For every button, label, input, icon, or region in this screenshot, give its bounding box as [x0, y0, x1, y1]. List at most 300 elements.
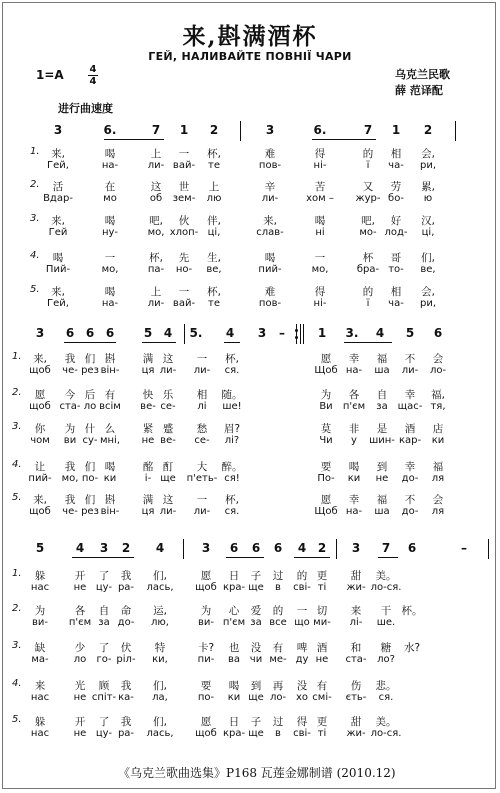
- lyric-uk: ви: [63, 435, 77, 446]
- lyric-zh: 酊: [162, 461, 174, 473]
- lyric-uk: на-: [345, 506, 363, 517]
- lyric-zh: 紧: [142, 423, 154, 435]
- lyric-zh: 店: [432, 423, 444, 435]
- note: 2: [121, 541, 131, 555]
- lyric-uk: ве-: [160, 435, 176, 446]
- lyric-uk: ся.: [224, 506, 240, 517]
- lyric-zh: 杯,: [149, 252, 163, 264]
- lyric-zh: 幸: [348, 494, 360, 506]
- lyric-zh: 一: [314, 252, 326, 264]
- lyric-zh: 要: [320, 461, 332, 473]
- lyric-zh: 喝: [104, 286, 116, 298]
- lyric-zh: 蹙: [162, 423, 174, 435]
- lyric-uk: на-: [101, 160, 119, 171]
- lyric-zh: 喝: [104, 461, 116, 473]
- lyric-uk: Пий-: [45, 264, 71, 275]
- lyric-zh: 们,: [153, 716, 167, 728]
- lyric-uk: ри,: [419, 160, 437, 171]
- lyric-uk: ве,: [420, 264, 436, 275]
- lyric-uk: бра-: [356, 264, 380, 275]
- lyric-zh: 光: [74, 680, 86, 692]
- lyric-uk: ні: [315, 227, 325, 238]
- lyric-uk: лі: [197, 401, 207, 412]
- note: 4: [75, 541, 85, 555]
- lyric-zh: 愿: [200, 570, 212, 582]
- lyric-zh: 你: [34, 423, 46, 435]
- barline: [336, 539, 337, 559]
- lyric-zh: 会: [432, 494, 444, 506]
- lyric-uk: ли-: [159, 506, 177, 517]
- lyric-zh: 来,: [33, 494, 47, 506]
- lyric-uk: кра-: [222, 728, 246, 739]
- lyric-zh: 杯,: [225, 494, 239, 506]
- meter-bottom: 4: [89, 76, 97, 87]
- lyric-uk: ло: [83, 401, 97, 412]
- barline: [488, 539, 489, 559]
- lyric-zh: 甜: [350, 716, 362, 728]
- lyric-uk: ло-ся.: [370, 728, 402, 739]
- lyric-uk: лась,: [146, 728, 174, 739]
- lyric-zh: 爱: [250, 605, 262, 617]
- lyric-zh: 吧,: [149, 215, 163, 227]
- lyric-zh: 不: [404, 353, 416, 365]
- lyric-uk: за: [376, 401, 388, 412]
- lyric-uk: щоб: [29, 365, 51, 376]
- lyric-zh: 为: [200, 605, 212, 617]
- lyric-zh: 难: [264, 286, 276, 298]
- lyric-uk: ще: [248, 692, 264, 703]
- lyric-uk: ні-: [313, 298, 327, 309]
- beam: [378, 557, 398, 558]
- lyric-uk: ме-: [269, 654, 287, 665]
- lyric-uk: ра-: [117, 728, 135, 739]
- lyric-uk: ста-: [345, 654, 367, 665]
- note: 3: [99, 541, 109, 555]
- note: 3: [351, 541, 361, 555]
- lyric-uk: ця: [141, 365, 155, 376]
- lyric-uk: ду: [295, 654, 309, 665]
- lyric-uk: ці,: [421, 227, 435, 238]
- lyric-uk: Вдар-: [43, 193, 73, 204]
- lyric-uk: ве,: [206, 264, 222, 275]
- lyric-uk: ли-: [401, 365, 419, 376]
- lyric-zh: 难: [264, 148, 276, 160]
- barline: [240, 121, 241, 141]
- lyric-zh: 来: [34, 680, 46, 692]
- lyric-zh: 的: [272, 605, 284, 617]
- beam: [294, 557, 330, 558]
- lyric-uk: лі?: [224, 435, 240, 446]
- lyric-uk: лась,: [146, 582, 174, 593]
- lyric-zh: 躲: [34, 570, 46, 582]
- lyric-uk: жи-: [346, 582, 366, 593]
- lyric-zh: 伴,: [207, 215, 221, 227]
- lyric-zh: 会,: [421, 148, 435, 160]
- repeat-barline: [303, 324, 304, 344]
- lyric-zh: 愿: [34, 389, 46, 401]
- lyric-uk: ше.: [376, 617, 396, 628]
- lyric-zh: 糖: [380, 642, 392, 654]
- lyric-zh: 我: [64, 353, 76, 365]
- lyric-zh: 更: [316, 570, 328, 582]
- lyric-zh: 开: [74, 716, 86, 728]
- lyric-uk: до-: [401, 473, 419, 484]
- note: 6: [407, 541, 417, 555]
- note: 1: [317, 326, 327, 340]
- lyric-uk: ці,: [207, 227, 221, 238]
- lyric-zh: 得: [314, 286, 326, 298]
- lyric-zh: 一: [178, 286, 190, 298]
- lyric-zh: 美。: [375, 570, 397, 582]
- lyric-uk: не: [73, 582, 87, 593]
- lyric-zh: 随。: [221, 389, 243, 401]
- lyric-uk: жур-: [355, 193, 381, 204]
- lyric-zh: 也: [228, 642, 240, 654]
- note: 3: [265, 123, 275, 137]
- lyric-zh: 吧,: [361, 215, 375, 227]
- lyric-zh: 来,: [51, 215, 65, 227]
- lyric-uk: го-: [96, 654, 112, 665]
- lyric-uk: в: [275, 728, 281, 739]
- verse-number: 1.: [12, 568, 22, 579]
- note: 1: [179, 123, 189, 137]
- lyric-zh: 一: [178, 148, 190, 160]
- note: 3: [257, 326, 267, 340]
- lyric-uk: ми-: [313, 617, 331, 628]
- source-footer: 《乌克兰歌曲选集》P168 瓦莲金娜制谱 (2010.12): [118, 766, 396, 780]
- lyric-zh: 杯,: [207, 148, 221, 160]
- lyric-zh: 切: [316, 605, 328, 617]
- lyric-zh: 乐: [162, 389, 174, 401]
- lyric-zh: 福: [432, 461, 444, 473]
- lyric-uk: все: [269, 617, 287, 628]
- lyric-uk: п'еть-: [186, 473, 218, 484]
- lyric-zh: 生,: [207, 252, 221, 264]
- lyric-uk: ка-: [118, 692, 134, 703]
- lyric-uk: слав-: [256, 227, 284, 238]
- lyric-zh: 要: [200, 680, 212, 692]
- lyric-zh: 顾: [98, 680, 110, 692]
- lyric-zh: 各: [348, 389, 360, 401]
- lyric-uk: лю,: [151, 617, 169, 628]
- lyric-uk: ли-: [159, 365, 177, 376]
- lyric-uk: лі-: [349, 617, 363, 628]
- lyric-uk: ся.: [224, 365, 240, 376]
- lyric-zh: 累,: [421, 181, 435, 193]
- lyric-uk: Гей: [48, 227, 68, 238]
- lyric-zh: 喝: [348, 461, 360, 473]
- lyric-uk: ні-: [313, 160, 327, 171]
- lyric-uk: ки,: [152, 654, 168, 665]
- note: 5: [405, 326, 415, 340]
- lyric-zh: 幸: [404, 461, 416, 473]
- verse-number: 3.: [30, 213, 40, 224]
- lyric-zh: 再: [272, 680, 284, 692]
- lyric-zh: 的: [296, 570, 308, 582]
- lyric-zh: 醉。: [221, 461, 243, 473]
- lyric-uk: по-: [81, 473, 99, 484]
- lyric-uk: рез: [81, 506, 99, 517]
- lyric-uk: в: [275, 582, 281, 593]
- lyric-zh: 啤: [296, 642, 308, 654]
- lyric-zh: 的: [362, 286, 374, 298]
- lyric-uk: і-: [144, 473, 152, 484]
- meter-top: 4: [89, 64, 97, 75]
- lyric-zh: 特: [154, 642, 166, 654]
- note: 7: [363, 123, 373, 137]
- lyric-zh: 会: [432, 353, 444, 365]
- lyric-uk: ля: [431, 473, 445, 484]
- lyric-uk: ве-: [140, 401, 156, 412]
- lyric-uk: вай-: [172, 160, 196, 171]
- lyric-zh: 喝: [228, 680, 240, 692]
- lyric-uk: за: [250, 617, 262, 628]
- lyric-uk: ло?: [377, 654, 395, 665]
- lyric-zh: 喝: [104, 148, 116, 160]
- verse-number: 3.: [12, 421, 22, 432]
- lyric-uk: він-: [100, 506, 120, 517]
- note: 6: [251, 541, 261, 555]
- lyric-zh: 相: [390, 148, 402, 160]
- lyric-zh: 得: [314, 148, 326, 160]
- lyric-zh: 子: [250, 570, 262, 582]
- lyric-uk: че-: [62, 365, 78, 376]
- lyric-zh: 有: [272, 642, 284, 654]
- lyric-uk: ли-: [147, 298, 165, 309]
- lyric-uk: ма-: [31, 654, 49, 665]
- lyric-zh: 后: [84, 389, 96, 401]
- lyric-zh: 有: [316, 680, 328, 692]
- lyric-uk: то-: [388, 264, 404, 275]
- lyric-uk: щас-: [397, 401, 423, 412]
- beam: [72, 557, 134, 558]
- lyric-zh: 过: [272, 570, 284, 582]
- lyric-uk: Щоб: [314, 365, 338, 376]
- lyric-uk: ну-: [101, 227, 119, 238]
- lyric-uk: мо-: [359, 227, 377, 238]
- lyric-uk: но-: [175, 264, 193, 275]
- lyric-zh: 好: [390, 215, 402, 227]
- lyric-uk: ли-: [147, 160, 165, 171]
- lyric-zh: 会,: [421, 286, 435, 298]
- lyric-uk: ще: [160, 473, 176, 484]
- lyric-zh: 相: [390, 286, 402, 298]
- lyric-zh: 开: [74, 570, 86, 582]
- lyric-zh: 日: [228, 570, 240, 582]
- lyric-uk: щоб: [195, 582, 217, 593]
- lyric-zh: 美。: [375, 716, 397, 728]
- lyric-zh: 躲: [34, 716, 46, 728]
- lyric-uk: ша: [374, 506, 390, 517]
- note: 6: [229, 541, 239, 555]
- repeat-dot: [295, 336, 298, 339]
- lyric-zh: 了: [98, 716, 110, 728]
- lyric-uk: не: [73, 728, 87, 739]
- note: 2: [423, 123, 433, 137]
- lyric-uk: ки: [431, 435, 445, 446]
- lyric-zh: 这: [162, 494, 174, 506]
- verse-number: 4.: [12, 678, 22, 689]
- beam: [224, 342, 240, 343]
- note: 1: [391, 123, 401, 137]
- lyric-uk: пи-: [197, 654, 215, 665]
- lyric-zh: 酩: [142, 461, 154, 473]
- lyric-uk: чом: [30, 435, 50, 446]
- lyric-zh: 喝: [104, 215, 116, 227]
- lyric-zh: 和: [350, 642, 362, 654]
- note: 5.: [189, 326, 203, 340]
- lyric-zh: 喝: [52, 252, 64, 264]
- lyric-uk: п'єм: [68, 617, 92, 628]
- page-border: [2, 2, 496, 789]
- beam: [64, 342, 116, 343]
- note: 3: [201, 541, 211, 555]
- lyric-uk: ю: [423, 193, 433, 204]
- lyric-uk: лю: [206, 193, 222, 204]
- lyric-uk: ви-: [197, 617, 215, 628]
- lyric-uk: ся.: [378, 692, 394, 703]
- lyric-uk: цу-: [95, 728, 113, 739]
- beam: [312, 139, 376, 140]
- note: 4: [375, 326, 385, 340]
- lyric-uk: хлоп-: [169, 227, 199, 238]
- note: 7: [151, 123, 161, 137]
- lyric-zh: 我: [120, 570, 132, 582]
- lyric-uk: по-: [197, 692, 215, 703]
- verse-number: 5.: [12, 714, 22, 725]
- song-title: 来,斟满酒杯: [182, 23, 318, 50]
- lyric-uk: кар-: [398, 435, 422, 446]
- lyric-zh: 我: [64, 494, 76, 506]
- lyric-uk: на-: [345, 365, 363, 376]
- lyric-uk: мо: [103, 193, 117, 204]
- lyric-uk: пий-: [258, 264, 282, 275]
- lyric-zh: 杯: [362, 252, 374, 264]
- lyric-zh: 我: [120, 680, 132, 692]
- lyric-uk: у: [351, 435, 357, 446]
- lyric-zh: 到: [376, 461, 388, 473]
- lyric-uk: ріл-: [116, 654, 136, 665]
- lyric-uk: ї: [366, 160, 370, 171]
- key-signature: 1=A: [36, 68, 64, 82]
- lyric-uk: нас: [30, 582, 50, 593]
- note: –: [279, 326, 285, 340]
- lyric-zh: 们: [84, 461, 96, 473]
- lyric-uk: По-: [317, 473, 335, 484]
- lyric-uk: за: [98, 617, 110, 628]
- lyric-zh: 又: [362, 181, 374, 193]
- lyric-uk: ла,: [152, 692, 168, 703]
- lyric-zh: 干: [380, 605, 392, 617]
- lyric-uk: до-: [401, 506, 419, 517]
- lyric-zh: 在: [104, 181, 116, 193]
- lyric-zh: 杯,: [225, 353, 239, 365]
- barline: [296, 324, 297, 344]
- lyric-zh: 伤: [350, 680, 362, 692]
- lyric-zh: 各: [74, 605, 86, 617]
- lyric-zh: 愁: [196, 423, 208, 435]
- lyric-uk: па-: [147, 264, 165, 275]
- lyric-zh: 愿: [320, 353, 332, 365]
- lyric-zh: 一: [196, 353, 208, 365]
- lyric-uk: вай-: [172, 298, 196, 309]
- lyric-uk: пов-: [258, 298, 282, 309]
- lyric-uk: сві-: [293, 582, 311, 593]
- lyric-uk: ра-: [117, 582, 135, 593]
- note: 6: [273, 541, 283, 555]
- lyric-zh: 愿: [320, 494, 332, 506]
- lyric-uk: не: [141, 435, 155, 446]
- lyric-zh: 福: [376, 494, 388, 506]
- verse-number: 2.: [30, 179, 40, 190]
- lyric-uk: ля: [431, 506, 445, 517]
- lyric-zh: 过: [272, 716, 284, 728]
- note: 4: [163, 326, 173, 340]
- lyric-zh: 们,: [421, 252, 435, 264]
- lyric-zh: 是: [376, 423, 388, 435]
- repeat-dot: [295, 329, 298, 332]
- beam: [344, 342, 392, 343]
- note: 4: [297, 541, 307, 555]
- lyric-uk: ча-: [388, 160, 404, 171]
- lyric-zh: 上: [150, 286, 162, 298]
- lyric-zh: 酒: [316, 642, 328, 654]
- verse-number: 1.: [30, 146, 40, 157]
- lyric-zh: 心: [228, 605, 240, 617]
- lyric-uk: ло-ся.: [370, 582, 402, 593]
- lyric-uk: ше!: [222, 401, 242, 412]
- lyric-zh: 福,: [431, 389, 445, 401]
- lyric-zh: 子: [250, 716, 262, 728]
- lyric-zh: 卡?: [197, 642, 215, 654]
- lyric-uk: ли-: [193, 506, 211, 517]
- lyric-zh: 酒: [404, 423, 416, 435]
- note: 5: [143, 326, 153, 340]
- lyric-zh: 满: [142, 494, 154, 506]
- lyric-zh: 幸: [348, 353, 360, 365]
- lyric-uk: всім: [99, 401, 121, 412]
- lyric-uk: мо,: [61, 473, 79, 484]
- lyric-zh: 斟: [104, 353, 116, 365]
- note: 4: [225, 326, 235, 340]
- lyric-zh: 了: [98, 642, 110, 654]
- lyric-uk: ті: [317, 582, 327, 593]
- lyric-zh: 甜: [350, 570, 362, 582]
- lyric-zh: 一: [296, 605, 308, 617]
- lyric-uk: щоб: [29, 506, 51, 517]
- lyric-uk: ся!: [224, 473, 240, 484]
- lyric-uk: сві-: [293, 728, 311, 739]
- barline: [184, 324, 185, 344]
- lyric-zh: 们,: [153, 680, 167, 692]
- lyric-uk: лод-: [384, 227, 408, 238]
- beam: [142, 342, 176, 343]
- lyric-zh: 世: [178, 181, 190, 193]
- note: 6: [433, 326, 443, 340]
- lyric-uk: се-: [160, 401, 176, 412]
- note: 7: [381, 541, 391, 555]
- note: 6: [105, 326, 115, 340]
- note: 2: [209, 123, 219, 137]
- lyric-uk: нас: [30, 728, 50, 739]
- lyric-uk: жи-: [346, 728, 366, 739]
- lyric-zh: 伏: [120, 642, 132, 654]
- lyric-zh: 这: [150, 181, 162, 193]
- lyric-uk: ті: [317, 728, 327, 739]
- note: 6: [85, 326, 95, 340]
- lyric-uk: ки: [227, 692, 241, 703]
- repeat-barline: [300, 324, 301, 344]
